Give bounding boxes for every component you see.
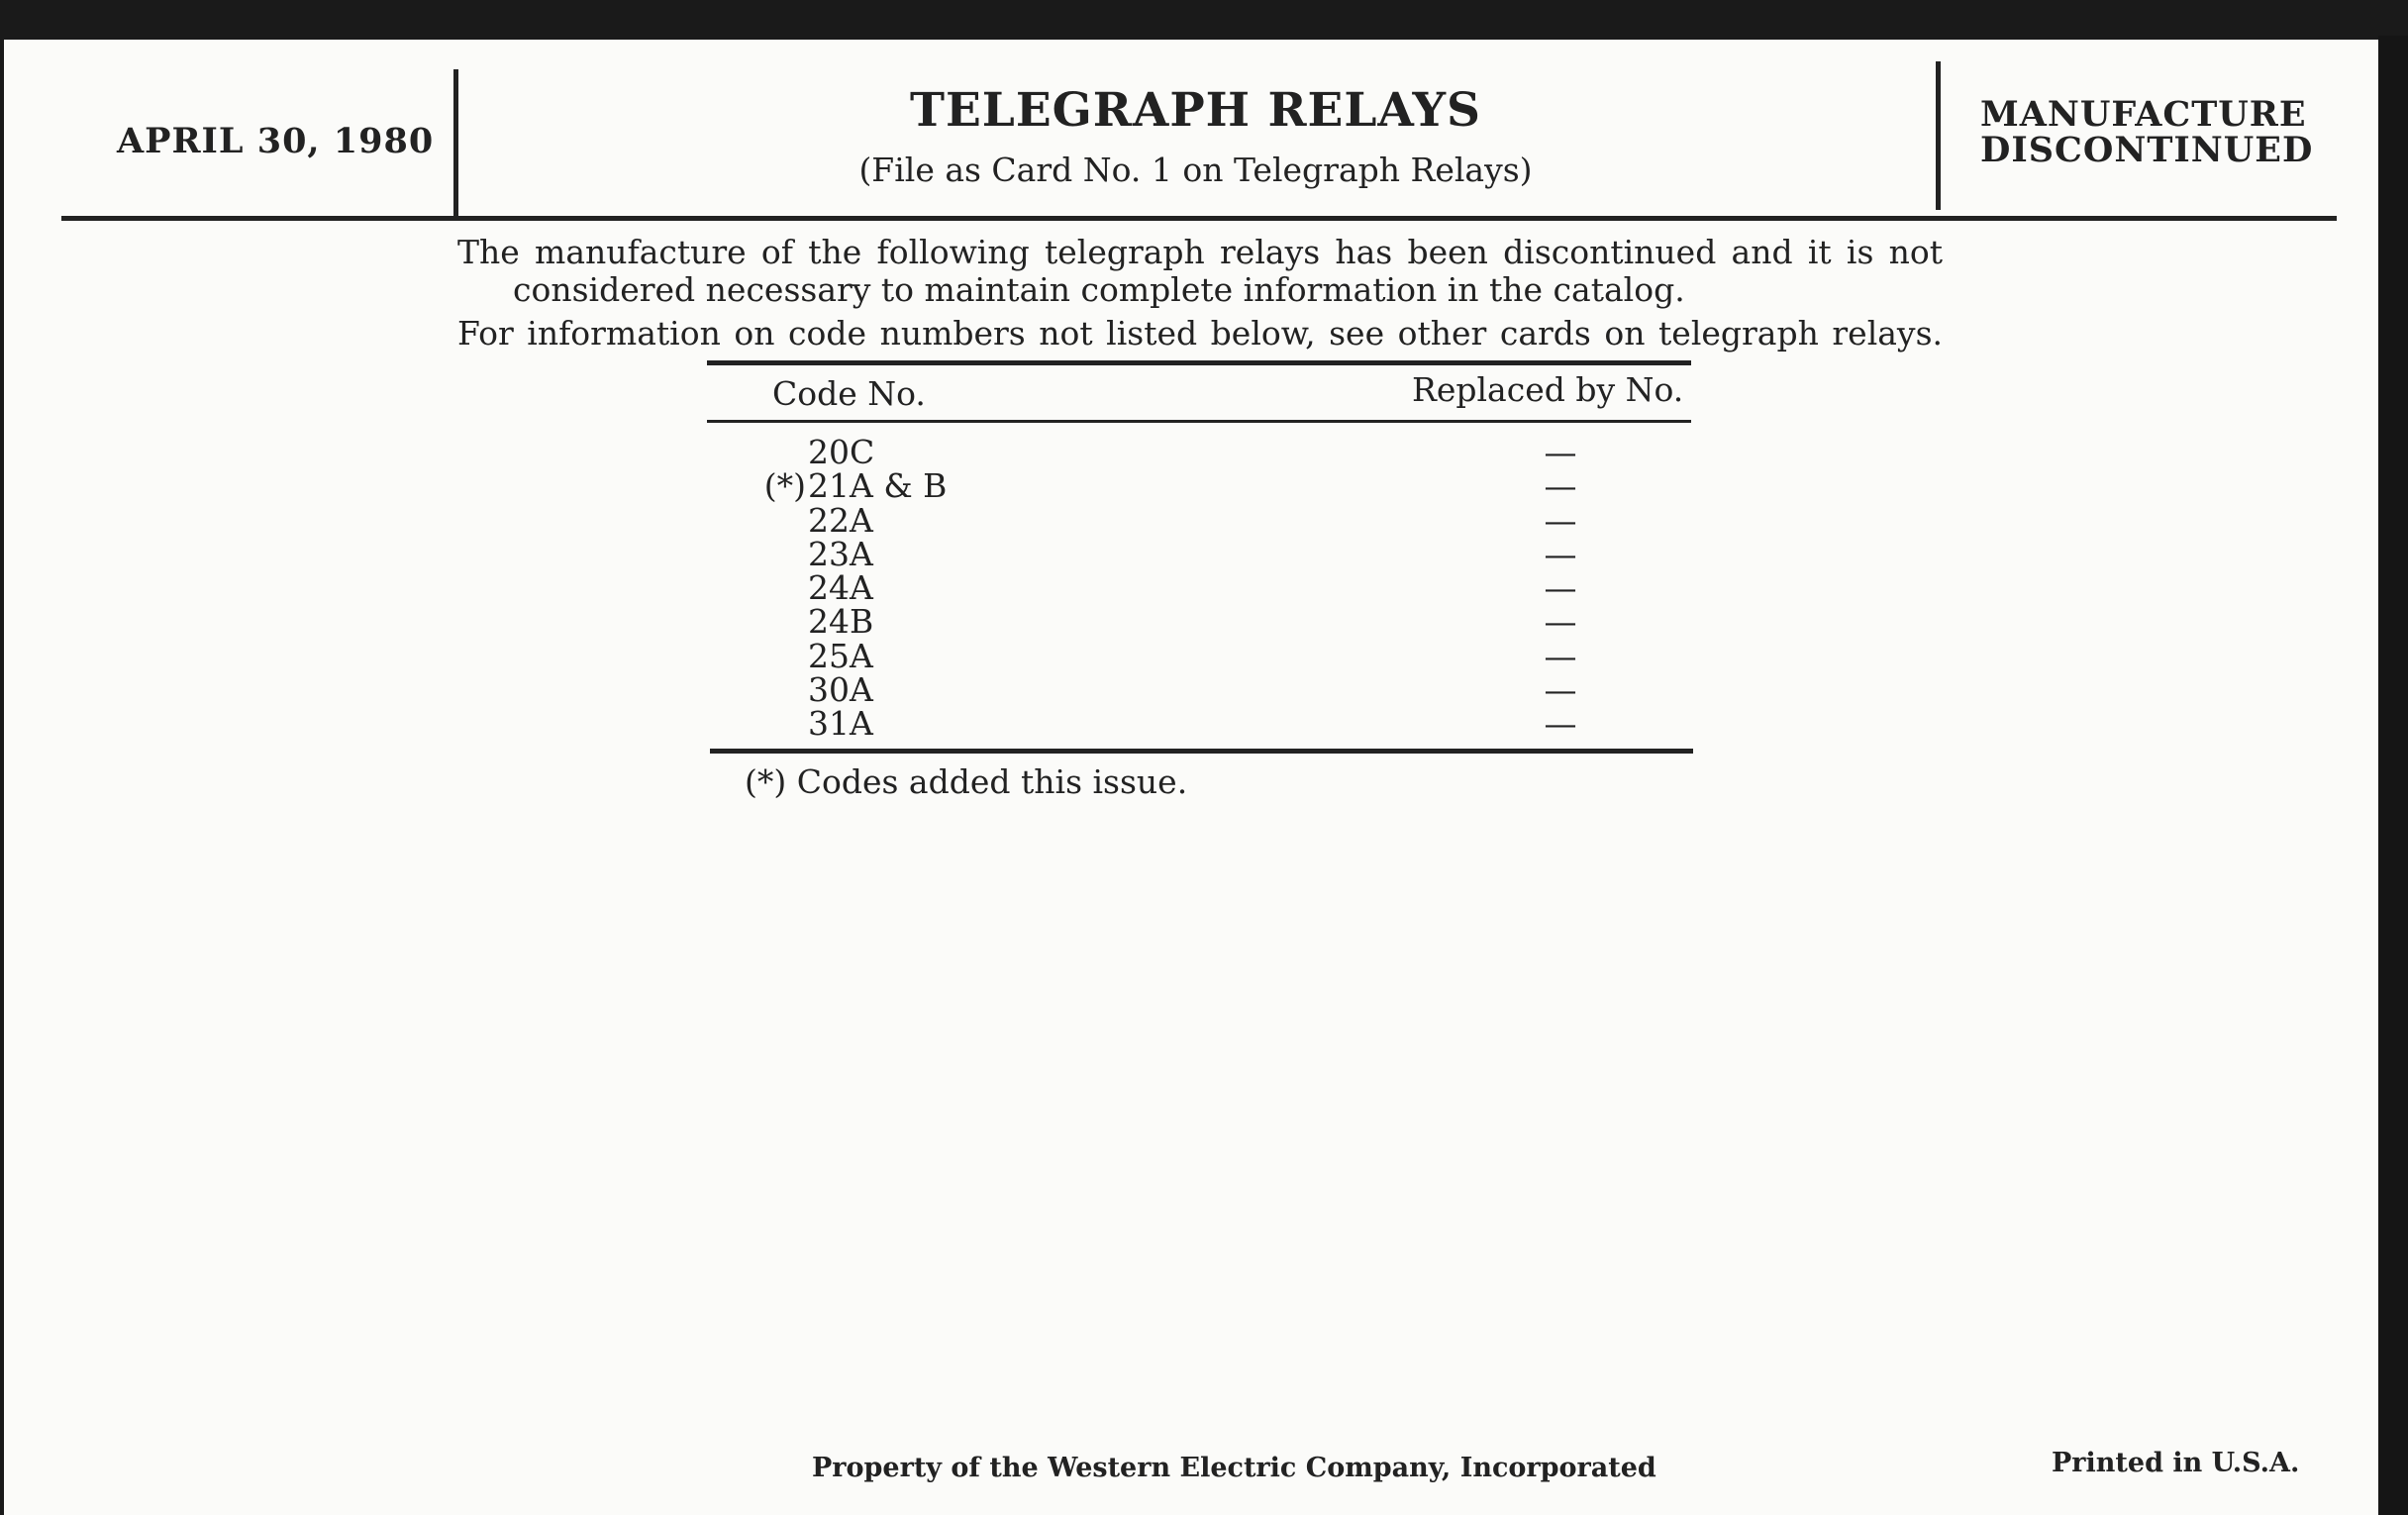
table-row [707, 636, 1691, 675]
replaced-by: — [1544, 568, 1577, 608]
added-marker: (*) [763, 466, 806, 506]
replaced-by: — [1544, 670, 1577, 710]
status-label [1980, 94, 2317, 170]
replaced-by: — [1544, 466, 1577, 506]
code-number: 23A [808, 534, 873, 573]
replaced-by: — [1544, 602, 1577, 642]
issue-date: APRIL 30, 1980 [117, 121, 435, 161]
code-number: 20C [808, 433, 875, 471]
status-line-2: DISCONTINUED [1980, 130, 2314, 170]
replaced-by: — [1544, 433, 1577, 471]
column-header-replaced: Replaced by No. [1412, 370, 1684, 409]
status-line-1: MANUFACTURE [1980, 94, 2307, 135]
page-title: TELEGRAPH RELAYS [910, 83, 1481, 138]
code-number: 25A [808, 636, 873, 675]
replaced-by: — [1544, 534, 1577, 573]
footer-printed: Printed in U.S.A. [2052, 1448, 2300, 1478]
code-number: 24A [808, 568, 873, 608]
header-rule [61, 216, 2337, 221]
table-row [707, 534, 1691, 573]
table-header-rule [707, 420, 1691, 423]
table-footnote: (*) Codes added this issue. [745, 762, 1188, 801]
page-subtitle: (File as Card No. 1 on Telegraph Relays) [858, 151, 1533, 189]
table-top-rule [707, 360, 1691, 365]
relay-table-body [707, 433, 1691, 744]
table-row [707, 602, 1691, 642]
replaced-by: — [1544, 500, 1577, 540]
intro-line-3: For information on code numbers not listed below, see other cards on telegraph relays. [457, 314, 1943, 353]
table-row [707, 704, 1691, 744]
replaced-by: — [1544, 636, 1577, 675]
table-row [707, 500, 1691, 540]
table-row [707, 433, 1691, 471]
intro-line-1: The manufacture of the following telegraph relays has been discontinued and it is not [457, 233, 1943, 271]
scan-border [2378, 36, 2408, 1515]
code-number: 24B [808, 602, 874, 642]
table-row [707, 670, 1691, 710]
intro-line-2: considered necessary to maintain complete information in the catalog. [513, 270, 1685, 309]
column-header-code: Code No. [772, 374, 926, 413]
table-row [707, 466, 1691, 506]
intro-text [457, 234, 1943, 353]
code-number: 30A [808, 670, 873, 710]
table-row [707, 568, 1691, 608]
footer-ownership: Property of the Western Electric Company, Incorporated [812, 1453, 1656, 1483]
code-number: 22A [808, 500, 873, 540]
replaced-by: — [1544, 704, 1577, 744]
code-number: 31A [808, 704, 873, 744]
code-number: 21A & B [808, 466, 948, 506]
header-divider-right [1936, 61, 1941, 210]
table-bottom-rule [710, 749, 1693, 754]
